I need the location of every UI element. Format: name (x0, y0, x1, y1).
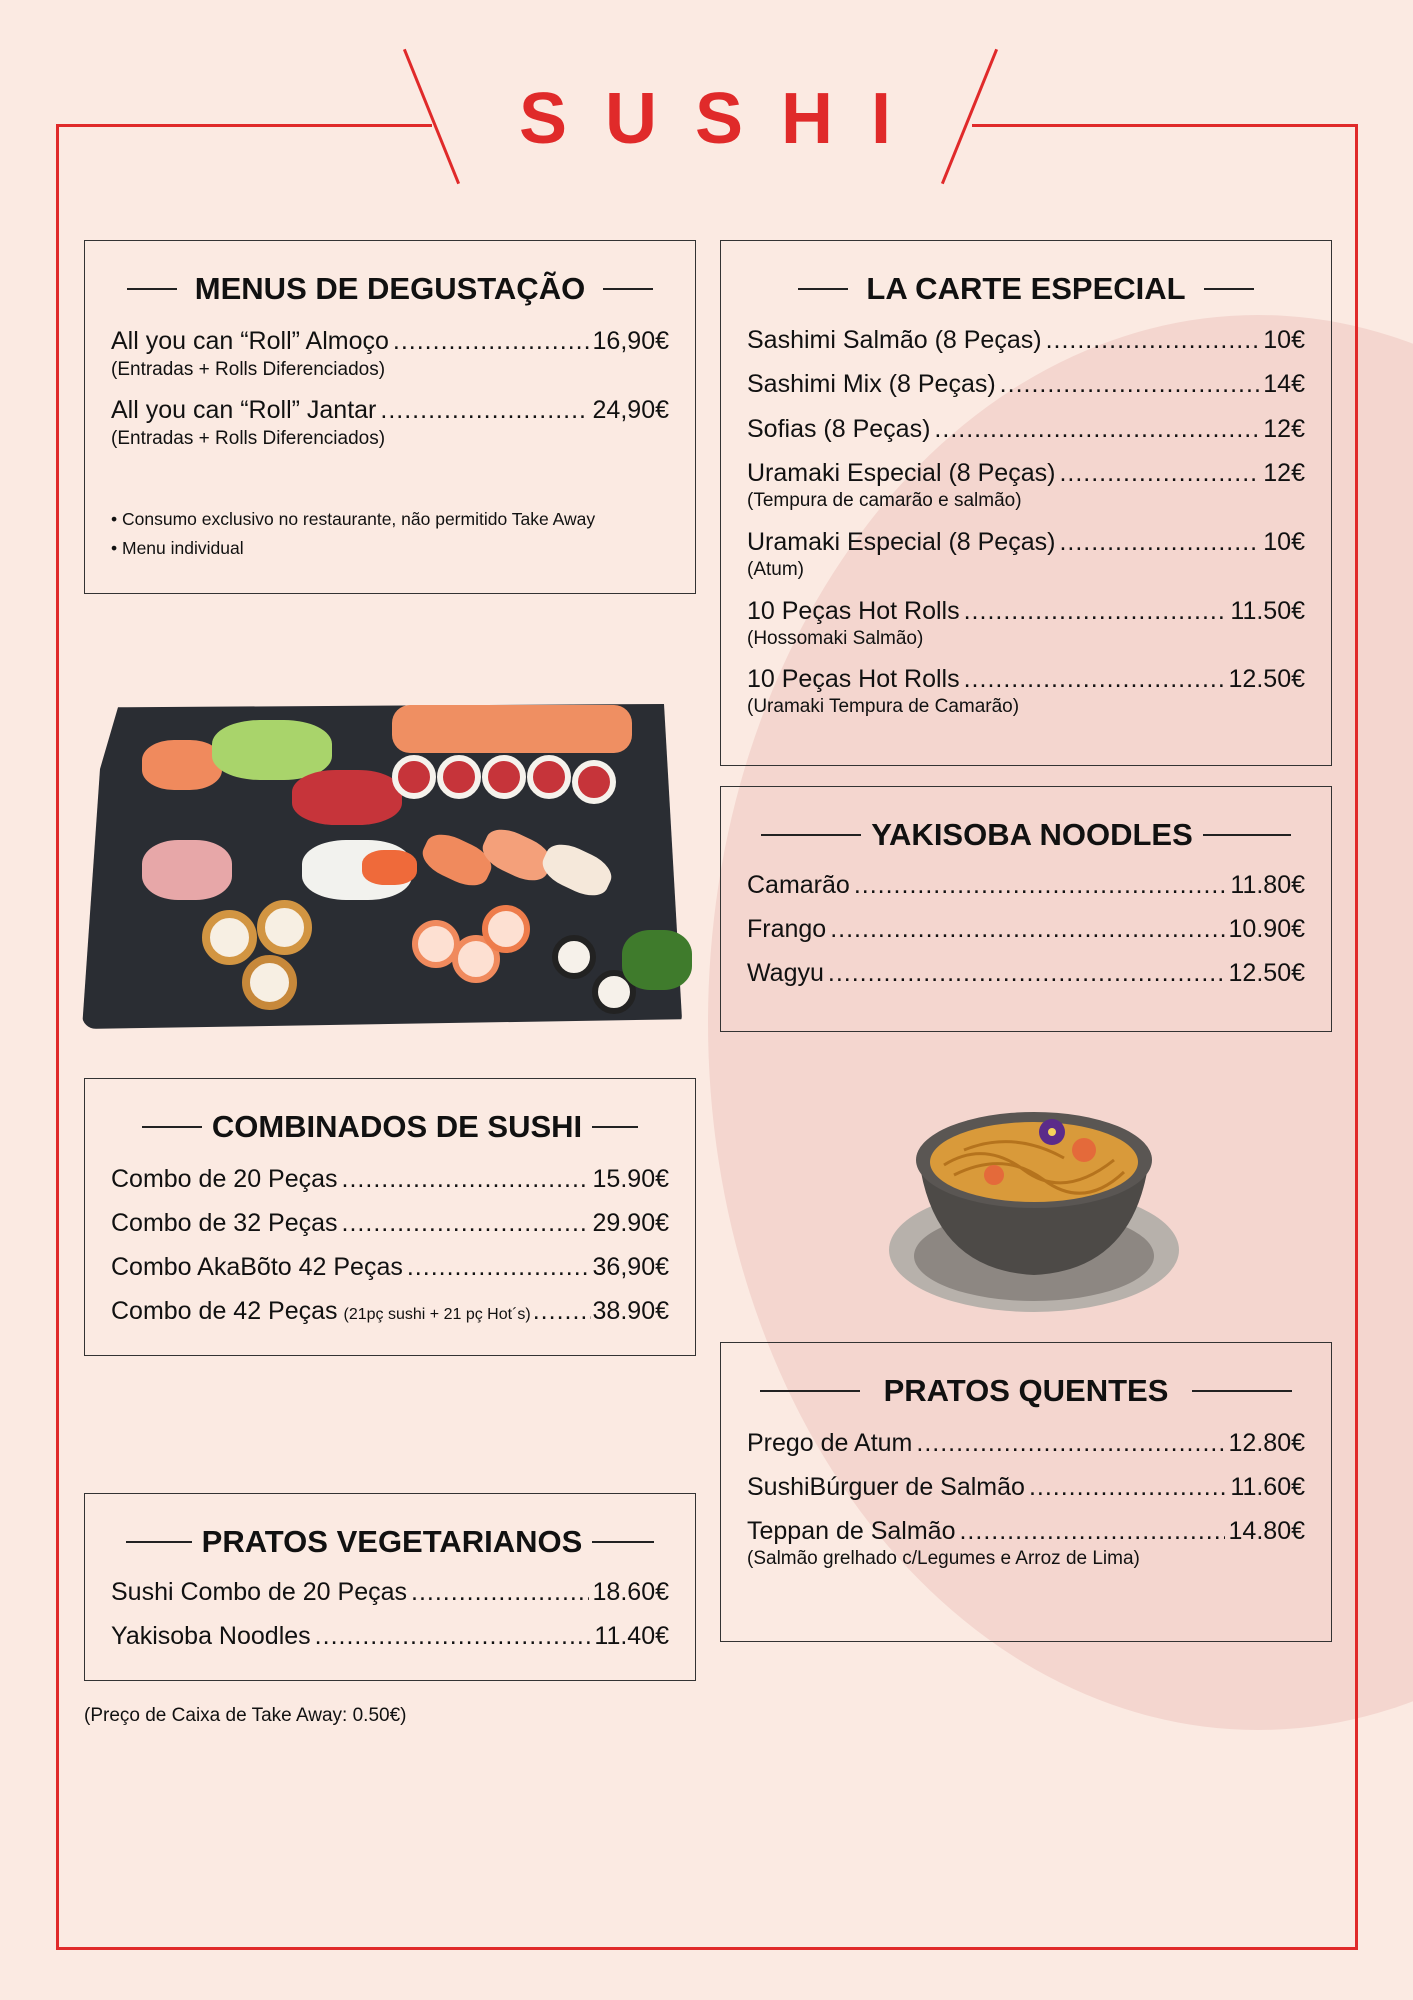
item-price: 12.50€ (1228, 665, 1305, 693)
item-name: Yakisoba Noodles (111, 1622, 311, 1650)
item-price: 12.80€ (1228, 1429, 1305, 1457)
item-name: Uramaki Especial (8 Peças) (747, 459, 1056, 487)
leader-dots (828, 959, 1225, 988)
leader-dots (1059, 459, 1259, 488)
heading-rule (592, 1126, 638, 1128)
item-name: Uramaki Especial (8 Peças) (747, 528, 1056, 556)
item-name: Sofias (8 Peças) (747, 415, 931, 443)
hot-roll (202, 910, 257, 965)
item-name: Combo AkaBõto 42 Peças (111, 1253, 403, 1281)
item-price: 11.40€ (594, 1622, 669, 1650)
heading-rule (127, 288, 177, 290)
noodle-bowl-image (884, 1080, 1184, 1320)
heading-text: MENUS DE DEGUSTAÇÃO (194, 270, 586, 306)
heading-rule (760, 1390, 860, 1392)
uramaki-roll (437, 755, 481, 799)
item-price: 29.90€ (592, 1209, 669, 1237)
yakisoba-heading (721, 815, 1331, 853)
menu-item (747, 459, 1305, 488)
item-price: 15.90€ (592, 1165, 669, 1193)
menu-item (747, 871, 1305, 900)
item-price: 12€ (1263, 459, 1305, 487)
item-name: Prego de Atum (747, 1429, 913, 1457)
carte-heading (721, 269, 1331, 307)
vegetarianos-box (84, 1493, 696, 1681)
heading-rule (126, 1541, 192, 1543)
leader-dots (854, 871, 1227, 900)
leader-dots (411, 1578, 589, 1607)
quentes-heading (721, 1371, 1331, 1409)
sushi-platter-decor (82, 700, 702, 1030)
leader-dots (393, 327, 589, 356)
heading-text: COMBINADOS DE SUSHI (211, 1108, 583, 1144)
item-price: 12€ (1263, 415, 1305, 443)
heading-text: YAKISOBA NOODLES (871, 816, 1193, 852)
menu-item (747, 597, 1305, 626)
item-price: 12.50€ (1228, 959, 1305, 987)
menu-item (111, 396, 669, 425)
salmon-nigiri (417, 827, 497, 893)
uramaki-roll (482, 755, 526, 799)
degustacao-box (84, 240, 696, 594)
menu-item (747, 1429, 1305, 1458)
leader-dots (934, 415, 1259, 444)
leader-dots (380, 396, 588, 425)
heading-rule (798, 288, 848, 290)
menu-item (111, 1253, 669, 1282)
hot-roll (242, 955, 297, 1010)
heading-rule (1192, 1390, 1292, 1392)
leader-dots (533, 1297, 591, 1326)
menu-item (747, 959, 1305, 988)
menu-item (111, 327, 669, 356)
item-description: (Uramaki Tempura de Camarão) (747, 696, 1020, 717)
item-name: Combo de 20 Peças (111, 1165, 338, 1193)
item-price: 18.60€ (592, 1578, 669, 1606)
heading-rule (592, 1541, 654, 1543)
tuna-sashimi (292, 770, 402, 825)
menu-item (747, 1473, 1305, 1502)
seared-salmon-rolls (392, 705, 632, 753)
item-description: (Salmão grelhado c/Legumes e Arroz de Lima) (747, 1548, 1140, 1569)
item-name: 10 Peças Hot Rolls (747, 597, 960, 625)
flower-center (1048, 1128, 1056, 1136)
item-price: 38.90€ (592, 1297, 669, 1325)
heading-rule (1203, 834, 1291, 836)
item-price: 11.50€ (1230, 597, 1305, 625)
salmon-sashimi (142, 740, 222, 790)
leader-dots (964, 597, 1227, 626)
heading-rule (603, 288, 653, 290)
vegetarianos-heading (85, 1522, 695, 1560)
item-note: (21pç sushi + 21 pç Hot´s) (343, 1306, 531, 1323)
item-description: (Tempura de camarão e salmão) (747, 490, 1022, 511)
item-name: Teppan de Salmão (747, 1517, 956, 1545)
octopus-sashimi (142, 840, 232, 900)
item-price: 11.60€ (1230, 1473, 1305, 1501)
hossomaki-roll (552, 935, 596, 979)
heading-rule (1204, 288, 1254, 290)
leader-dots (830, 915, 1224, 944)
heading-rule (142, 1126, 202, 1128)
menu-item (111, 1297, 669, 1326)
item-name: SushiBúrguer de Salmão (747, 1473, 1025, 1501)
hot-roll (257, 900, 312, 955)
leader-dots (1029, 1473, 1226, 1502)
menu-item (111, 1578, 669, 1607)
heading-text: PRATOS VEGETARIANOS (201, 1523, 583, 1559)
item-name: Sushi Combo de 20 Peças (111, 1578, 408, 1606)
quentes-box (720, 1342, 1332, 1642)
item-price: 10€ (1263, 326, 1305, 354)
leader-dots (916, 1429, 1224, 1458)
item-name: Camarão (747, 871, 850, 899)
menu-note: • Menu individual (111, 538, 244, 558)
item-price: 14.80€ (1228, 1517, 1305, 1545)
item-name: Sashimi Mix (8 Peças) (747, 370, 996, 398)
item-name: Combo de 42 Peças (111, 1297, 338, 1325)
item-price: 36,90€ (592, 1253, 669, 1281)
page-title: SUSHI (518, 79, 930, 159)
menu-item (747, 415, 1305, 444)
combinados-heading (85, 1107, 695, 1145)
shiso-leaf (622, 930, 692, 990)
item-name: Frango (747, 915, 827, 943)
uramaki-roll (572, 760, 616, 804)
menu-note: • Consumo exclusivo no restaurante, não permitido Take Away (111, 509, 596, 529)
leader-dots (407, 1253, 589, 1282)
item-price: 11.80€ (1230, 871, 1305, 899)
uramaki-roll (527, 755, 571, 799)
heading-text: PRATOS QUENTES (883, 1372, 1169, 1408)
noodles (930, 1122, 1138, 1202)
item-name: Sashimi Salmão (8 Peças) (747, 326, 1042, 354)
menu-item (747, 370, 1305, 399)
menu-item (747, 665, 1305, 694)
item-price: 16,90€ (592, 327, 669, 355)
salmon-nigiri (537, 837, 617, 903)
tobiko-gunkan (362, 850, 417, 885)
carte-box (720, 240, 1332, 766)
salmon-roll (482, 905, 530, 953)
item-name: Wagyu (747, 959, 824, 987)
leader-dots (959, 1517, 1224, 1546)
menu-item (747, 915, 1305, 944)
item-price: 14€ (1263, 370, 1305, 398)
shrimp (1072, 1138, 1096, 1162)
item-description: (Entradas + Rolls Diferenciados) (111, 428, 386, 449)
menu-item (111, 1622, 669, 1651)
menu-item (111, 1165, 669, 1194)
item-name: Combo de 32 Peças (111, 1209, 338, 1237)
item-name: 10 Peças Hot Rolls (747, 665, 960, 693)
take-away-note: (Preço de Caixa de Take Away: 0.50€) (84, 1705, 407, 1726)
degustacao-heading (85, 269, 695, 307)
item-price: 10€ (1263, 528, 1305, 556)
menu-item (111, 1209, 669, 1238)
item-description: (Hossomaki Salmão) (747, 628, 924, 649)
combinados-box (84, 1078, 696, 1356)
heading-rule (761, 834, 861, 836)
heading-text: LA CARTE ESPECIAL (866, 270, 1186, 306)
item-description: (Atum) (747, 559, 804, 580)
item-name: All you can “Roll” Almoço (111, 327, 389, 355)
item-name: All you can “Roll” Jantar (111, 396, 377, 424)
leader-dots (315, 1622, 591, 1651)
leader-dots (1046, 326, 1260, 355)
menu-item (747, 326, 1305, 355)
menu-item (747, 528, 1305, 557)
leader-dots (1000, 370, 1260, 399)
item-price: 10.90€ (1228, 915, 1305, 943)
cucumber-garnish (212, 720, 332, 780)
shrimp (984, 1165, 1004, 1185)
item-description: (Entradas + Rolls Diferenciados) (111, 359, 386, 380)
leader-dots (342, 1209, 589, 1238)
leader-dots (342, 1165, 589, 1194)
leader-dots (1059, 528, 1259, 557)
uramaki-roll (392, 755, 436, 799)
menu-item (747, 1517, 1305, 1546)
item-price: 24,90€ (592, 396, 669, 424)
yakisoba-box (720, 786, 1332, 1032)
leader-dots (964, 665, 1225, 694)
